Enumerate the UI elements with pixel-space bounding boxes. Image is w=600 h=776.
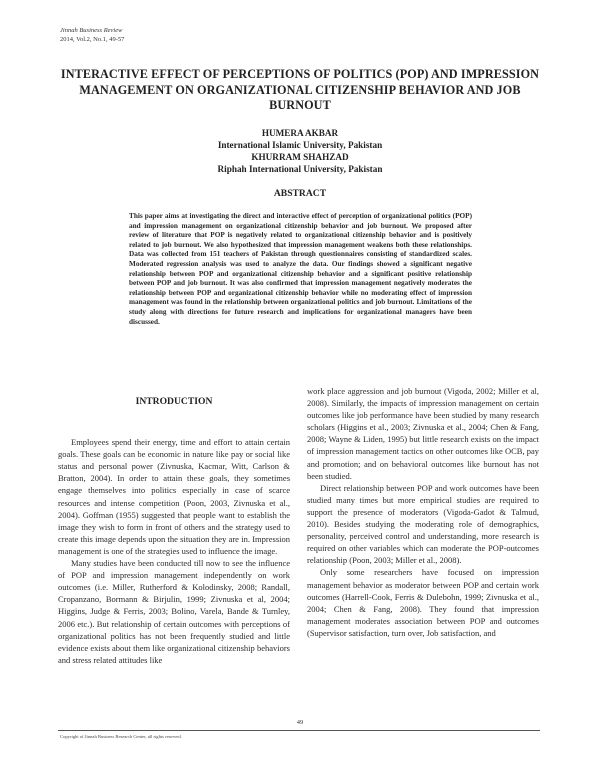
abstract-text: This paper aims at investigating the direct and interactive effect of perception of organizational politics (POP) and impression management on organizational citizenship behavior and job burnout. We proposed after review of literature that POP is negatively related to organizational citizenship behavior and is positively related to job burnout. We also hypothesized that impression management weakens both these relationships. Data was collected from 151 teachers of Pakistan through questionnaires consisting of standardized scales. Moderated regression analysis was used to analyze the data. Our findings showed a significant negative relationship between POP and organizational citizenship behavior and a significant positive relationship between POP and job burnout. It was also confirmed that impression management negatively moderates the relationship between POP and organizational citizenship behavior while no moderating effect of impression management was found in the relationship between organizational politics and job burnout. Limitations of the study along with directions for future research and implications for organizational managers have been discussed. — [129, 212, 472, 326]
author-block — [60, 127, 540, 175]
copyright-notice: Copyright of Jinnah Business Research Center, all rights reserved. — [60, 734, 182, 739]
abstract-heading: ABSTRACT — [273, 188, 327, 199]
author-affiliation: Riphah International University, Pakistan — [217, 164, 383, 174]
body-paragraph: Only some researchers have focused on impression management behavior as moderator between POP and certain work outcomes (Harrell-Cook, Ferris & Dulebohn, 1999; Zivnuska et al., 2004; Chen & Fang, 2008). They found that impression management moderates association between POP and outcomes (Supervisor satisfaction, turn over, Job satisfaction, and — [307, 567, 539, 638]
journal-header — [60, 27, 124, 44]
author-name: HUMERA AKBAR — [261, 128, 339, 138]
page-number: 49 — [296, 719, 304, 726]
introduction-heading: INTRODUCTION — [135, 396, 213, 407]
journal-name: Jinnah Business Review — [60, 27, 123, 34]
volume-info: 2014, Vol.2, No.1, 49-57 — [60, 35, 125, 43]
body-paragraph: Employees spend their energy, time and effort to attain certain goals. These goals can be economic in nature like pay or social like status and personal power (Zivnuska, Kacmar, Witt, Carlson & Bratton, 2004). In order to attain these goals, they sometimes engage themselves into politics especially in case of scarce resources and intense competition (Poon, 2003, Zivnuska et al., 2004). Goffman (1955) suggested that people want to establish the image they wish to form in front of others and the strategy used to create this image depends upon the situation they are in. Impression management is one of the strategies used to influence the image. — [58, 437, 290, 556]
body-paragraph: Direct relationship between POP and work outcomes have been studied many times but more empirical studies are required to support the presence of moderators (Vigoda-Gadot & Talmud, 2010). Besides studying the moderating role of demographics, personality, perceived control and understanding, more research is required on other variables which can moderate the POP-outcomes relationship (Poon, 2003; Miller et al., 2008). — [307, 482, 539, 566]
left-column — [58, 382, 290, 666]
author-affiliation: International Islamic University, Pakistan — [217, 140, 383, 150]
right-column — [307, 385, 539, 639]
paper-title: INTERACTIVE EFFECT OF PERCEPTIONS OF POLITICS (POP) AND IMPRESSION MANAGEMENT ON ORGANIZATIONAL CITIZENSHIP BEHAVIOR AND JOB BURNOUT — [60, 67, 540, 112]
author-name: KHURRAM SHAHZAD — [251, 152, 349, 162]
footer-divider — [58, 730, 540, 731]
body-paragraph: Many studies have been conducted till now to see the influence of POP and impression management independently on work outcomes (i.e. Miller, Rutherford & Kolodinsky, 2008; Randall, Cropanzano, Bormann & Birjulin, 1999; Zivnuska et al, 2004; Higgins, Judge & Ferris, 2003; Bolino, Varela, Bande & Turnley, 2006 etc.). But relationship of certain outcomes with perceptions of organizational politics has not been frequently studied and little evidence exists about them like organizational citizenship behaviors and stress related attitudes like — [58, 558, 290, 665]
body-paragraph: work place aggression and job burnout (Vigoda, 2002; Miller et al, 2008). Similarly, the impacts of impression management on certain outcomes like job performance have been studied by many research scholars (Higgins et al., 2003; Zivnuska et al., 2004; Chen & Fang, 2008; Wayne & Liden, 1995) but little research exists on the impact of impression management tactics on other outcomes like OCB, pay and promotion; and on behavioral outcomes like burnout has not been studied. — [307, 386, 539, 481]
